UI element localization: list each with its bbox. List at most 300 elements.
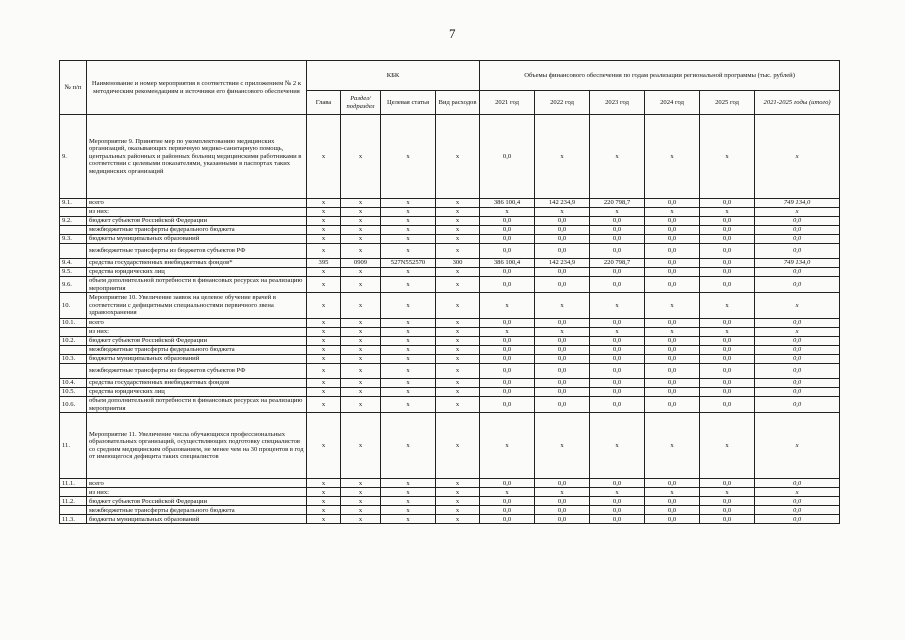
amount-cell: 0,0 [645, 268, 700, 277]
kbk-cell: х [381, 413, 436, 479]
amount-cell: 0,0 [700, 319, 755, 328]
amount-cell: х [645, 208, 700, 217]
kbk-cell: х [307, 397, 341, 413]
kbk-cell: х [436, 235, 480, 244]
row-number: 9.6. [60, 277, 87, 293]
kbk-cell: х [341, 337, 381, 346]
kbk-cell: х [436, 479, 480, 488]
row-number: 9.2. [60, 217, 87, 226]
kbk-cell: х [381, 277, 436, 293]
source-name: из них: [87, 208, 307, 217]
kbk-cell: х [436, 226, 480, 235]
amount-cell: 0,0 [535, 497, 590, 506]
amount-cell: 0,0 [755, 268, 840, 277]
table-row [60, 199, 840, 208]
source-name: всего [87, 479, 307, 488]
amount-cell: 0,0 [700, 199, 755, 208]
sub-header: 2025 год [700, 91, 755, 115]
col-number-header: № п/п [60, 61, 87, 115]
kbk-cell: х [341, 235, 381, 244]
amount-cell: 0,0 [480, 277, 535, 293]
amount-cell: 0,0 [480, 364, 535, 379]
kbk-cell: х [436, 355, 480, 364]
kbk-cell: х [341, 199, 381, 208]
amount-cell: 220 798,7 [590, 259, 645, 268]
kbk-cell: х [436, 115, 480, 199]
amount-cell: 0,0 [480, 244, 535, 259]
kbk-cell: х [381, 388, 436, 397]
kbk-cell: х [307, 226, 341, 235]
kbk-cell: 395 [307, 259, 341, 268]
kbk-cell: х [307, 413, 341, 479]
amount-cell: 0,0 [590, 355, 645, 364]
sub-header: Целевая статья [381, 91, 436, 115]
amount-cell: 0,0 [700, 226, 755, 235]
amount-cell: 0,0 [480, 479, 535, 488]
kbk-cell: х [341, 293, 381, 319]
kbk-cell: х [381, 515, 436, 524]
amount-cell: х [590, 208, 645, 217]
amount-cell: 0,0 [480, 319, 535, 328]
table-row [60, 355, 840, 364]
source-name: из них: [87, 488, 307, 497]
kbk-cell: х [307, 115, 341, 199]
amount-cell: х [645, 115, 700, 199]
amount-cell: 0,0 [645, 199, 700, 208]
amount-cell: 0,0 [535, 268, 590, 277]
amount-cell: 0,0 [535, 319, 590, 328]
amount-cell: 0,0 [700, 479, 755, 488]
kbk-cell: х [381, 226, 436, 235]
amount-cell: х [480, 328, 535, 337]
kbk-cell: х [381, 479, 436, 488]
amount-cell: х [480, 208, 535, 217]
amount-cell: 0,0 [535, 515, 590, 524]
table-row [60, 364, 840, 379]
kbk-cell: х [436, 515, 480, 524]
amount-cell: 0,0 [590, 319, 645, 328]
source-name: средства государственных внебюджетных фондов* [87, 259, 307, 268]
amount-cell: 0,0 [700, 268, 755, 277]
sub-header: Раздел/ подраздел [341, 91, 381, 115]
table-row [60, 479, 840, 488]
kbk-cell: х [436, 388, 480, 397]
row-number [60, 364, 87, 379]
kbk-cell: х [307, 268, 341, 277]
amount-cell: х [700, 488, 755, 497]
kbk-cell: х [436, 217, 480, 226]
kbk-cell: х [381, 268, 436, 277]
kbk-cell: 300 [436, 259, 480, 268]
row-number: 11. [60, 413, 87, 479]
page-number: 7 [449, 26, 456, 41]
amount-cell: 0,0 [590, 217, 645, 226]
sub-header: 2024 год [645, 91, 700, 115]
kbk-header: КБК [307, 61, 480, 91]
amount-cell: 0,0 [590, 388, 645, 397]
amount-cell: 0,0 [480, 115, 535, 199]
kbk-cell: х [436, 364, 480, 379]
amount-cell: х [480, 293, 535, 319]
kbk-cell: х [436, 337, 480, 346]
kbk-cell: х [341, 488, 381, 497]
amount-cell: х [535, 293, 590, 319]
kbk-cell: х [341, 346, 381, 355]
kbk-cell: х [307, 277, 341, 293]
amount-cell: 749 134,0 [755, 259, 840, 268]
amount-cell: 0,0 [645, 346, 700, 355]
table-row [60, 217, 840, 226]
sub-header: Глава [307, 91, 341, 115]
amount-cell: 0,0 [645, 235, 700, 244]
kbk-cell: х [341, 328, 381, 337]
amount-cell: 0,0 [755, 506, 840, 515]
kbk-cell: х [341, 277, 381, 293]
row-number [60, 488, 87, 497]
table-row [60, 259, 840, 268]
amount-cell: 0,0 [700, 515, 755, 524]
kbk-cell: х [381, 244, 436, 259]
row-number: 10.4. [60, 379, 87, 388]
amount-cell: 0,0 [535, 337, 590, 346]
amount-cell: 0,0 [755, 244, 840, 259]
amount-cell: х [535, 488, 590, 497]
kbk-cell: х [307, 497, 341, 506]
amount-cell: х [480, 413, 535, 479]
source-name: бюджет субъектов Российской Федерации [87, 337, 307, 346]
amount-cell: 0,0 [535, 379, 590, 388]
amount-cell: 0,0 [535, 346, 590, 355]
table-row [60, 497, 840, 506]
kbk-cell: х [341, 115, 381, 199]
source-name: межбюджетные трансферты федерального бюджета [87, 346, 307, 355]
amount-cell: х [755, 208, 840, 217]
kbk-cell: х [436, 277, 480, 293]
amount-cell: 0,0 [755, 497, 840, 506]
sub-header: Вид расходов [436, 91, 480, 115]
amount-cell: х [535, 208, 590, 217]
kbk-cell: х [341, 413, 381, 479]
kbk-cell: х [341, 244, 381, 259]
kbk-cell: х [341, 355, 381, 364]
amount-cell: 0,0 [535, 364, 590, 379]
amount-cell: 0,0 [645, 515, 700, 524]
row-number [60, 226, 87, 235]
row-number: 10. [60, 293, 87, 319]
amount-cell: 0,0 [700, 244, 755, 259]
row-number: 9.3. [60, 235, 87, 244]
amount-cell: х [700, 115, 755, 199]
kbk-cell: х [307, 488, 341, 497]
kbk-cell: х [307, 355, 341, 364]
amount-cell: х [535, 328, 590, 337]
row-number: 10.1. [60, 319, 87, 328]
amount-cell: 0,0 [590, 506, 645, 515]
source-name: средства юридических лиц [87, 268, 307, 277]
row-number: 11.2. [60, 497, 87, 506]
amount-cell: 0,0 [755, 379, 840, 388]
amount-cell: 0,0 [645, 244, 700, 259]
amount-cell: 0,0 [590, 346, 645, 355]
amount-cell: 0,0 [700, 379, 755, 388]
kbk-cell: х [307, 346, 341, 355]
kbk-cell: 527N552570 [381, 259, 436, 268]
measure-title: Мероприятие 11. Увеличение числа обучающихся профессиональных образовательных организаций, осуществляющих подготовку специалистов со средним медицинским образованием, не менее чем на 30 процентов в год от имеющегося дефицита таких специалистов [87, 413, 307, 479]
source-name: бюджеты муниципальных образований [87, 515, 307, 524]
amount-cell: х [755, 488, 840, 497]
measure-title: Мероприятие 10. Увеличение заявок на целевое обучение врачей в соответствии с дефицитными специальностями первичного звена здравоохранения [87, 293, 307, 319]
source-name: межбюджетные трансферты федерального бюджета [87, 506, 307, 515]
amount-cell: 0,0 [755, 217, 840, 226]
row-number: 10.3. [60, 355, 87, 364]
kbk-cell: х [307, 293, 341, 319]
amount-cell: 142 234,9 [535, 259, 590, 268]
amount-cell: 0,0 [700, 346, 755, 355]
amount-cell: 0,0 [535, 235, 590, 244]
source-name: бюджет субъектов Российской Федерации [87, 497, 307, 506]
kbk-cell: х [307, 235, 341, 244]
kbk-cell: х [436, 506, 480, 515]
amount-cell: 0,0 [590, 497, 645, 506]
row-number: 9.4. [60, 259, 87, 268]
kbk-cell: х [307, 199, 341, 208]
source-name: средства государственных внебюджетных фондов [87, 379, 307, 388]
amount-cell: 0,0 [755, 235, 840, 244]
financing-table [59, 60, 840, 524]
amount-cell: 0,0 [480, 397, 535, 413]
amount-cell: 0,0 [480, 337, 535, 346]
amount-cell: 0,0 [480, 515, 535, 524]
source-name: объем дополнительной потребности в финансовых ресурсах на реализацию мероприятия [87, 277, 307, 293]
kbk-cell: х [341, 497, 381, 506]
source-name: объем дополнительной потребности в финансовых ресурсах на реализацию мероприятия [87, 397, 307, 413]
table-row [60, 293, 840, 319]
row-number: 9. [60, 115, 87, 199]
kbk-cell: х [381, 293, 436, 319]
amount-cell: 0,0 [535, 397, 590, 413]
amount-cell: 0,0 [700, 259, 755, 268]
amount-cell: 0,0 [700, 497, 755, 506]
amount-cell: 0,0 [590, 277, 645, 293]
amount-cell: 0,0 [590, 515, 645, 524]
amount-cell: 0,0 [645, 497, 700, 506]
amount-cell: х [590, 115, 645, 199]
kbk-cell: х [307, 515, 341, 524]
amount-cell: х [645, 413, 700, 479]
kbk-cell: х [381, 364, 436, 379]
kbk-cell: х [436, 319, 480, 328]
source-name: из них: [87, 328, 307, 337]
kbk-cell: х [381, 235, 436, 244]
table-row [60, 268, 840, 277]
source-name: межбюджетные трансферты из бюджетов субъектов РФ [87, 364, 307, 379]
amount-cell: 0,0 [700, 337, 755, 346]
table-row [60, 379, 840, 388]
kbk-cell: х [436, 208, 480, 217]
kbk-cell: х [436, 293, 480, 319]
kbk-cell: х [381, 397, 436, 413]
amount-cell: 0,0 [480, 226, 535, 235]
amount-cell: 0,0 [590, 337, 645, 346]
kbk-cell: х [341, 268, 381, 277]
kbk-cell: х [307, 379, 341, 388]
kbk-cell: х [381, 355, 436, 364]
amount-cell: 0,0 [645, 217, 700, 226]
amount-cell: х [535, 115, 590, 199]
amount-cell: 0,0 [755, 277, 840, 293]
table-row [60, 226, 840, 235]
amount-cell: 142 234,9 [535, 199, 590, 208]
amount-cell: 0,0 [700, 217, 755, 226]
kbk-cell: х [381, 506, 436, 515]
kbk-cell: х [341, 397, 381, 413]
amount-cell: 386 100,4 [480, 199, 535, 208]
table-row [60, 115, 840, 199]
amount-cell: 0,0 [645, 277, 700, 293]
sub-header: 2021 год [480, 91, 535, 115]
amount-cell: 0,0 [700, 397, 755, 413]
kbk-cell: х [307, 337, 341, 346]
row-number [60, 208, 87, 217]
amount-cell: 0,0 [755, 397, 840, 413]
amount-cell: х [700, 208, 755, 217]
amount-cell: 0,0 [590, 379, 645, 388]
row-number: 10.5. [60, 388, 87, 397]
source-name: бюджеты муниципальных образований [87, 355, 307, 364]
amount-cell: 0,0 [590, 244, 645, 259]
table-row [60, 337, 840, 346]
row-number [60, 346, 87, 355]
amount-cell: х [645, 488, 700, 497]
kbk-cell: х [381, 328, 436, 337]
table-row [60, 208, 840, 217]
row-number [60, 506, 87, 515]
kbk-cell: х [307, 319, 341, 328]
amount-cell: 0,0 [590, 397, 645, 413]
amount-cell: 0,0 [645, 259, 700, 268]
amount-cell: 0,0 [535, 226, 590, 235]
amount-cell: 0,0 [645, 397, 700, 413]
source-name: межбюджетные трансферты федерального бюджета [87, 226, 307, 235]
table-row [60, 413, 840, 479]
amount-cell: 0,0 [535, 388, 590, 397]
amount-cell: 0,0 [480, 217, 535, 226]
col-name-header: Наименование и номер мероприятия в соответствии с приложением № 2 к методическим рекомендациям и источники его финансового обеспечения [87, 61, 307, 115]
amount-cell: 0,0 [700, 388, 755, 397]
source-name: межбюджетные трансферты из бюджетов субъектов РФ [87, 244, 307, 259]
kbk-cell: х [307, 364, 341, 379]
amount-cell: 0,0 [535, 244, 590, 259]
kbk-cell: х [436, 413, 480, 479]
amount-cell: 0,0 [480, 235, 535, 244]
row-number: 9.5. [60, 268, 87, 277]
amount-cell: 0,0 [480, 388, 535, 397]
amount-cell: 0,0 [700, 364, 755, 379]
amount-cell: 0,0 [645, 506, 700, 515]
amount-cell: 0,0 [645, 364, 700, 379]
amount-cell: 0,0 [590, 235, 645, 244]
kbk-cell: х [436, 397, 480, 413]
kbk-cell: х [436, 488, 480, 497]
amount-cell: 220 798,7 [590, 199, 645, 208]
kbk-cell: 0909 [341, 259, 381, 268]
amount-cell: х [590, 413, 645, 479]
amount-cell: 0,0 [755, 355, 840, 364]
amount-cell: 0,0 [645, 379, 700, 388]
sub-header: 2022 год [535, 91, 590, 115]
kbk-cell: х [341, 379, 381, 388]
row-number: 11.3. [60, 515, 87, 524]
kbk-cell: х [341, 364, 381, 379]
row-number: 9.1. [60, 199, 87, 208]
kbk-cell: х [436, 346, 480, 355]
amount-cell: 0,0 [755, 346, 840, 355]
amount-cell: 0,0 [535, 277, 590, 293]
amount-cell: х [755, 413, 840, 479]
amount-cell: х [700, 413, 755, 479]
source-name: средства юридических лиц [87, 388, 307, 397]
amount-cell: 0,0 [480, 268, 535, 277]
amount-cell: 0,0 [590, 268, 645, 277]
table-row [60, 277, 840, 293]
kbk-cell: х [341, 515, 381, 524]
amount-cell: 0,0 [645, 388, 700, 397]
amount-cell: 386 100,4 [480, 259, 535, 268]
kbk-cell: х [381, 208, 436, 217]
row-number [60, 244, 87, 259]
amount-cell: х [590, 293, 645, 319]
amount-cell: 0,0 [700, 506, 755, 515]
amount-cell: х [755, 115, 840, 199]
amount-cell: х [755, 293, 840, 319]
amount-cell: х [535, 413, 590, 479]
amount-cell: 0,0 [645, 226, 700, 235]
kbk-cell: х [307, 506, 341, 515]
amount-cell: 749 134,0 [755, 199, 840, 208]
amount-cell: 0,0 [535, 355, 590, 364]
amount-cell: 0,0 [480, 346, 535, 355]
amount-cell: 0,0 [755, 515, 840, 524]
kbk-cell: х [341, 226, 381, 235]
kbk-cell: х [381, 199, 436, 208]
source-name: всего [87, 199, 307, 208]
row-number: 10.6. [60, 397, 87, 413]
kbk-cell: х [307, 328, 341, 337]
volumes-header: Объемы финансового обеспечения по годам реализации региональной программы (тыс. рублей) [480, 61, 840, 91]
table-row [60, 319, 840, 328]
amount-cell: 0,0 [755, 226, 840, 235]
kbk-cell: х [381, 497, 436, 506]
kbk-cell: х [381, 379, 436, 388]
amount-cell: 0,0 [645, 319, 700, 328]
amount-cell: 0,0 [480, 379, 535, 388]
amount-cell: х [590, 328, 645, 337]
kbk-cell: х [307, 244, 341, 259]
kbk-cell: х [436, 328, 480, 337]
amount-cell: 0,0 [480, 497, 535, 506]
kbk-cell: х [436, 244, 480, 259]
table-row [60, 488, 840, 497]
kbk-cell: х [341, 208, 381, 217]
amount-cell: 0,0 [590, 479, 645, 488]
amount-cell: 0,0 [700, 277, 755, 293]
amount-cell: х [645, 328, 700, 337]
sub-header: 2021-2025 годы (итого) [755, 91, 840, 115]
amount-cell: 0,0 [535, 479, 590, 488]
table-row [60, 328, 840, 337]
kbk-cell: х [381, 217, 436, 226]
kbk-cell: х [436, 379, 480, 388]
